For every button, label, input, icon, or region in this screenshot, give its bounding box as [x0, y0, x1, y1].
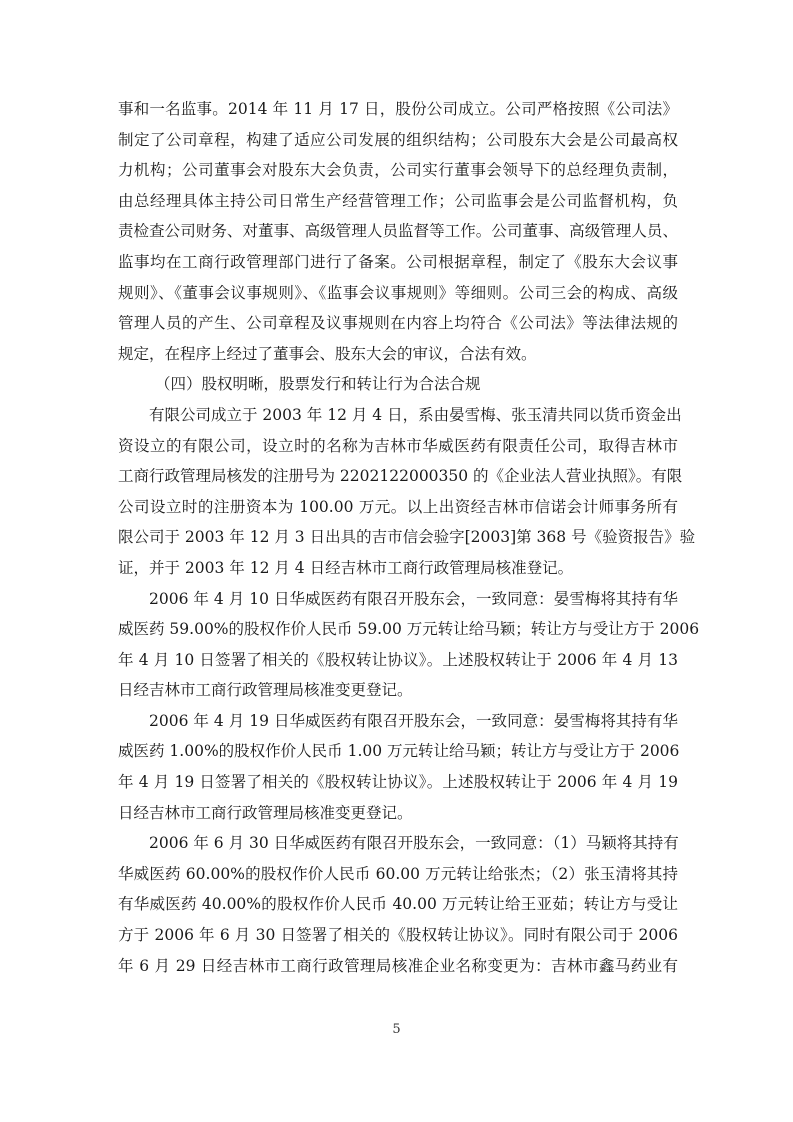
text-line: 方于 2006 年 6 月 30 日签署了相关的《股权转让协议》。同时有限公司于 2006 — [118, 926, 678, 945]
text-line: 由总经理具体主持公司日常生产经营管理工作；公司监事会是公司监督机构，负 — [118, 191, 678, 210]
text-line: 威医药 1.00%的股权作价人民币 1.00 万元转让给马颖；转让方与受让方于 2006 — [118, 742, 680, 761]
paragraph — [118, 706, 678, 828]
text-line: 力机构；公司董事会对股东大会负责，公司实行董事会领导下的总经理负责制， — [118, 161, 678, 180]
paragraph — [118, 94, 678, 369]
text-line: 限公司于 2003 年 12 月 3 日出具的吉市信会验字[2003]第 368 号《验资报告》验 — [118, 528, 696, 547]
document-body — [118, 94, 700, 981]
text-line: 规则》、《董事会议事规则》、《监事会议事规则》等细则。公司三会的构成、高级 — [118, 283, 678, 302]
paragraph — [118, 828, 678, 981]
text-line: 证，并于 2003 年 12 月 4 日经吉林市工商行政管理局核准登记。 — [118, 558, 574, 577]
paragraph — [118, 400, 696, 584]
text-line: 有限公司成立于 2003 年 12 月 4 日，系由晏雪梅、张玉清共同以货币资金出 — [149, 405, 682, 424]
text-line: 规定，在程序上经过了董事会、股东大会的审议，合法有效。 — [118, 344, 537, 363]
text-line: 日经吉林市工商行政管理局核准变更登记。 — [118, 803, 413, 822]
page-number: 5 — [392, 1022, 401, 1037]
text-line: 2006 年 6 月 30 日华威医药有限召开股东会，一致同意：（1）马颖将其持有 — [149, 834, 679, 853]
text-line: 工商行政管理局核发的注册号为 2202122000350 的《企业法人营业执照》。有限 — [118, 467, 683, 486]
text-line: 管理人员的产生、公司章程及议事规则在内容上均符合《公司法》等法律法规的 — [118, 314, 678, 333]
text-line: 威医药 59.00%的股权作价人民币 59.00 万元转让给马颖；转让方与受让方于 2006 — [118, 620, 700, 639]
text-line: 资设立的有限公司，设立时的名称为吉林市华威医药有限责任公司，取得吉林市 — [118, 436, 678, 455]
text-line: 监事均在工商行政管理部门进行了备案。公司根据章程，制定了《股东大会议事 — [118, 252, 678, 271]
text-line: 日经吉林市工商行政管理局核准变更登记。 — [118, 681, 413, 700]
text-line: 年 4 月 19 日签署了相关的《股权转让协议》。上述股权转让于 2006 年 4 月 19 — [118, 773, 678, 792]
text-line: 事和一名监事。2014 年 11 月 17 日，股份公司成立。公司严格按照《公司法》 — [118, 100, 678, 118]
text-line: 华威医药 60.00%的股权作价人民币 60.00 万元转让给张杰；（2）张玉清将其持 — [118, 864, 678, 883]
text-line: 年 4 月 10 日签署了相关的《股权转让协议》。上述股权转让于 2006 年 4 月 13 — [118, 650, 678, 669]
paragraph — [118, 584, 700, 706]
text-line: 公司设立时的注册资本为 100.00 万元。以上出资经吉林市信诺会计师事务所有 — [118, 497, 678, 516]
text-line: 有华威医药 40.00%的股权作价人民币 40.00 万元转让给王亚茹；转让方与受让 — [118, 895, 678, 914]
text-line: 制定了公司章程，构建了适应公司发展的组织结构；公司股东大会是公司最高权 — [118, 130, 678, 149]
text-line: 年 6 月 29 日经吉林市工商行政管理局核准企业名称变更为：吉林市鑫马药业有 — [118, 956, 678, 975]
text-line: 责检查公司财务、对董事、高级管理人员监督等工作。公司董事、高级管理人员、 — [118, 222, 678, 241]
section-heading — [118, 369, 678, 400]
heading-text: （四）股权明晰，股票发行和转让行为合法合规 — [155, 375, 481, 394]
text-line: 2006 年 4 月 10 日华威医药有限召开股东会，一致同意：晏雪梅将其持有华 — [149, 589, 678, 608]
text-line: 2006 年 4 月 19 日华威医药有限召开股东会，一致同意：晏雪梅将其持有华 — [149, 711, 678, 730]
